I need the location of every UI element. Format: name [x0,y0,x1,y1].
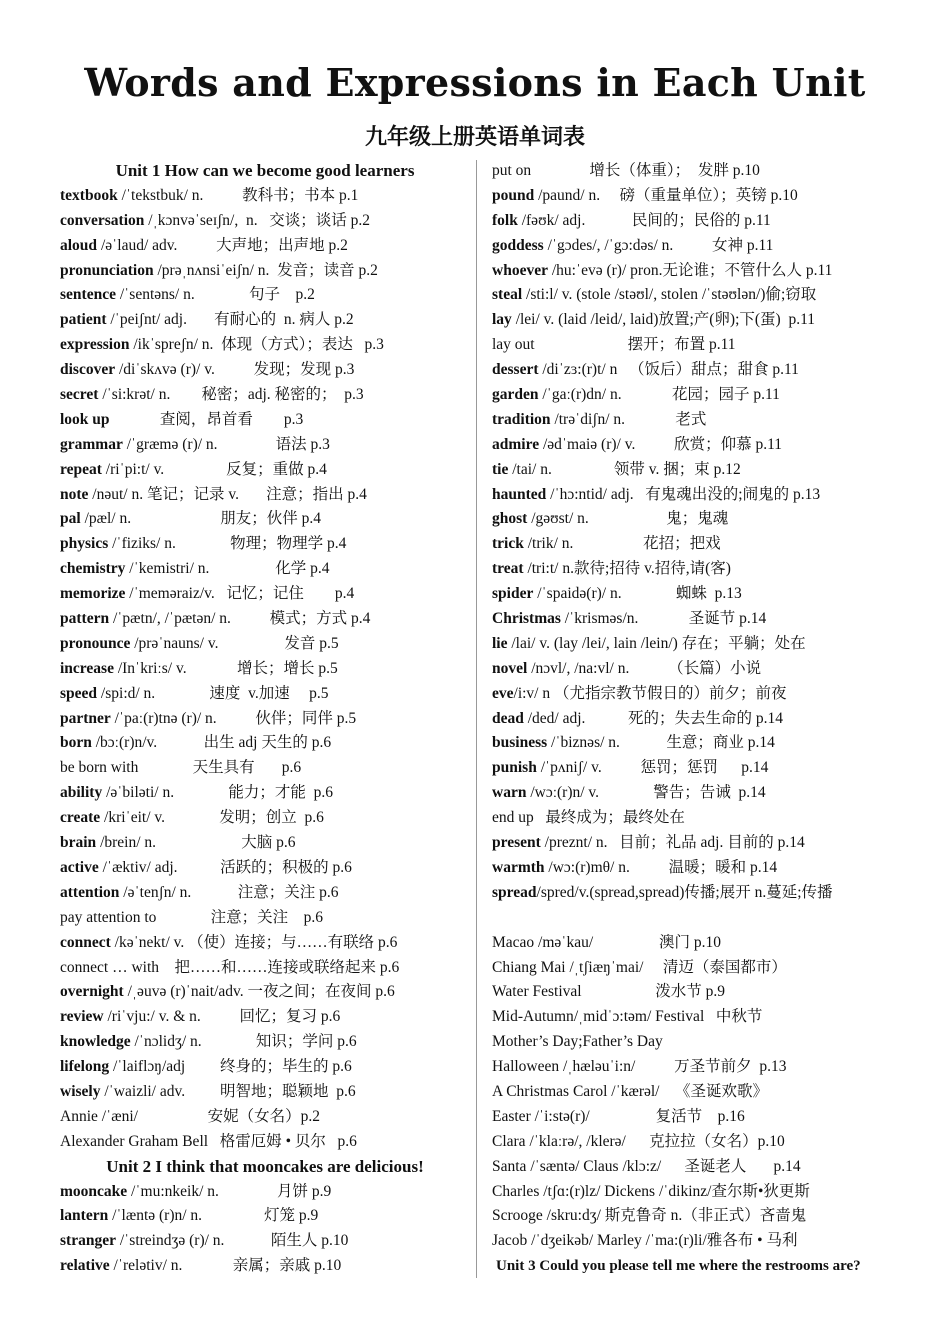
vocab-entry [60,483,470,508]
vocab-definition: /ˈsæntə/ Claus /klɔ:z/ 圣诞老人 p.14 [526,1157,801,1175]
vocab-word: active [60,858,99,876]
vocab-entry [492,707,922,732]
vocab-definition: /əˈtenʃn/ n. 注意；关注 p.6 [119,883,339,901]
vocab-definition: 天生具有 p.6 [138,759,302,777]
vocab-definition: /ˈtekstbuk/ n. 教科书；书本 p.1 [117,186,359,204]
vocab-definition: /preznt/ n. 目前；礼品 adj. 目前的 p.14 [540,834,805,852]
vocab-word: Scrooge [492,1207,543,1225]
vocab-word: Halloween [492,1058,560,1076]
vocab-definition: /ˈspaidə(r)/ n. 蜘蛛 p.13 [533,585,742,603]
vocab-word: note [60,485,89,503]
vocab-definition: /ˈklaːrə/, /klerə/ 克拉拉（女名）p.10 [525,1132,785,1150]
vocab-entry [60,956,470,981]
vocab-word: admire [492,435,540,453]
vocab-definition: /brein/ n. 大脑 p.6 [96,834,296,852]
vocab-definition: /bɔː(r)n/v. 出生 adj 天生的 p.6 [91,734,332,752]
vocab-entry [492,283,922,308]
vocab-entry [60,1204,470,1229]
vocab-word: Chiang Mai [492,958,566,976]
vocab-definition: /skru:dʒ/ 斯克鲁奇 n.（非正式）吝啬鬼 [542,1207,807,1225]
vocab-entry [492,159,922,184]
vocab-entry [492,408,922,433]
vocab-definition: 增长（体重）； 发胖 p.10 [531,162,760,179]
vocab-word: lantern [60,1207,109,1225]
vocab-entry [492,483,922,508]
vocab-entry [492,1055,922,1080]
unit-heading: Unit 2 I think that mooncakes are delicious! [106,1156,424,1176]
vocab-entry [60,856,470,881]
vocab-entry [492,184,922,209]
vocab-word: Annie [60,1107,98,1125]
vocab-entry [60,707,470,732]
vocab-word: partner [60,709,111,727]
vocab-entry [60,458,470,483]
vocab-entry [492,333,922,358]
vocab-word: chemistry [60,560,126,578]
vocab-word: warn [492,784,527,802]
vocab-definition: /wɔː(r)n/ v. 警告；告诫 p.14 [526,784,766,802]
vocab-word: ghost [492,510,528,528]
vocab-word: pound [492,186,535,204]
vocab-entry [492,632,922,657]
unit-heading: Unit 3 Could you please tell me where the restrooms are? [496,1258,861,1275]
left-column [60,159,470,1279]
vocab-word: Alexander Graham Bell [60,1132,209,1150]
vocab-word: wisely [60,1082,101,1100]
vocab-word: treat [492,560,524,578]
vocab-entry [60,806,470,831]
vocab-definition: /ˈsi:krət/ n. 秘密；adj. 秘密的； p.3 [98,386,364,404]
vocab-definition: /ˈkemistri/ n. 化学 p.4 [125,560,330,578]
vocab-entry [492,1130,922,1155]
vocab-definition: /ˈæktiv/ adj. 活跃的；积极的 p.6 [98,858,352,876]
vocab-definition: /lai/ v. (lay /lei/, lain /lein/) 存在；平躺；处在 [507,634,806,652]
vocab-entry [492,582,922,607]
vocab-entry [492,781,922,806]
vocab-definition: 摆开；布置 p.11 [534,336,736,354]
vocab-entry [60,1180,470,1205]
vocab-definition: /nəut/ n. 笔记；记录 v. 注意；指出 p.4 [88,485,367,503]
vocab-definition: /ˈlæntə (r)n/ n. 灯笼 p.9 [108,1207,319,1225]
vocab-word: present [492,834,541,852]
vocab-entry [60,358,470,383]
vocab-entry [60,308,470,333]
vocab-word: physics [60,535,109,553]
vocab-definition: /ˈpætn/, /ˈpætən/ n. 模式；方式 p.4 [109,610,371,628]
vocab-definition: 把……和……连接或联络起来 p.6 [159,958,400,976]
vocab-entry [492,856,922,881]
vocab-entry [60,1130,470,1155]
vocab-definition: /ˈstreindʒə (r)/ n. 陌生人 p.10 [115,1232,349,1250]
vocab-entry [60,234,470,259]
vocab-word: warmth [492,858,545,876]
vocab-entry [492,881,922,906]
vocab-word: novel [492,659,528,677]
vocab-word: relative [60,1257,110,1275]
vocab-definition: /tri:t/ n.款待;招待 v.招待,请(客) [523,560,731,578]
vocab-definition: /ˈæni/ 安妮（女名）p.2 [97,1107,321,1125]
vocab-definition: /riˈvju:/ v. & n. 回忆；复习 p.6 [103,1008,341,1026]
vocab-definition: /ˌhæləuˈi:n/ 万圣节前夕 p.13 [559,1058,787,1076]
vocab-definition: /əˈlaud/ adv. 大声地；出声地 p.2 [97,236,348,254]
vocab-definition: /kriˈeit/ v. 发明；创立 p.6 [100,809,324,827]
vocab-entry [492,831,922,856]
vocab-word: Charles [492,1182,540,1200]
vocab-entry [492,756,922,781]
vocab-definition: /nɔvl/, /na:vl/ n. （长篇）小说 [527,659,762,677]
vocab-word: discover [60,361,116,379]
vocab-definition: 泼水节 p.9 [581,983,725,1001]
vocab-word: create [60,809,101,827]
vocab-definition: 最终成为；最终处在 [533,809,685,827]
vocab-word: pronounce [60,634,131,652]
vocab-word: Water Festival [492,983,582,1001]
vocab-word: Macao [492,933,535,951]
vocab-definition: /ˈi:stə(r)/ 复活节 p.16 [530,1107,745,1125]
vocab-word: born [60,734,92,752]
vocab-word: tradition [492,410,551,428]
vocab-word: textbook [60,186,118,204]
vocab-word: conversation [60,211,145,229]
vocab-definition: /trik/ n. 花招；把戏 [523,535,721,553]
vocab-entry [492,731,922,756]
vocab-entry [60,831,470,856]
vocab-entry [492,458,922,483]
vocab-word: pal [60,510,81,528]
vocab-definition: /ˈfiziks/ n. 物理；物理学 p.4 [108,535,347,553]
vocab-definition: /tai/ n. 领带 v. 捆；束 p.12 [508,460,741,478]
vocab-definition: /ˈkrisməs/n. 圣诞节 p.14 [560,610,767,628]
vocab-entry [60,383,470,408]
vocab-entry [492,931,922,956]
vocab-word: overnight [60,983,124,1001]
vocab-entry [492,358,922,383]
vocab-definition: /fəʊk/ adj. 民间的；民俗的 p.11 [517,211,771,229]
vocab-entry [492,956,922,981]
vocab-entry [492,1155,922,1180]
vocab-entry [60,433,470,458]
vocab-definition: /riˈpi:t/ v. 反复；重做 p.4 [101,460,327,478]
vocab-entry [60,532,470,557]
vocab-word: Christmas [492,610,561,628]
vocab-word: trick [492,535,524,553]
vocab-word: stranger [60,1232,116,1250]
vocab-definition: /tʃɑ:(r)lz/ Dickens /ˈdikinz/查尔斯•狄更斯 [539,1182,810,1200]
vocab-definition: /ˈpeiʃnt/ adj. 有耐心的 n. 病人 p.2 [106,311,354,329]
vocab-word: Jacob [492,1232,528,1250]
vocab-entry [60,1105,470,1130]
vocab-definition: /ˌmidˈɔ:təm/ Festival 中秋节 [573,1008,763,1026]
unit-heading: Unit 1 How can we become good learners [115,161,415,180]
vocab-definition: /ˈlaiflɔŋ/adj 终身的；毕生的 p.6 [109,1058,352,1076]
vocab-word: memorize [60,585,126,603]
vocab-entry [492,308,922,333]
vocab-word: connect [60,933,111,951]
vocab-definition: /ˈmu:nkeik/ n. 月饼 p.9 [127,1182,332,1200]
vocab-entry [492,383,922,408]
vocab-word: goddess [492,236,544,254]
vocab-definition: /prəˈnauns/ v. 发音 p.5 [130,634,339,652]
vocab-definition: /pæl/ n. 朋友；伙伴 p.4 [80,510,321,528]
vocab-word: look up [60,410,110,428]
vocab-entry [60,731,470,756]
vocab-entry [60,408,470,433]
vocab-entry [60,1055,470,1080]
vocab-word: Easter [492,1107,531,1125]
vocab-definition: /ˈkærəl/ 《圣诞欢歌》 [607,1082,768,1100]
vocab-word: ability [60,784,103,802]
vocab-definition: 注意；关注 p.6 [156,908,324,926]
vocab-entry [492,532,922,557]
vocab-word: end up [492,809,534,827]
vocab-definition: /ˌəuvə (r)ˈnait/adv. 一夜之间；在夜间 p.6 [123,983,395,1001]
vocab-word: mooncake [60,1182,128,1200]
vocab-word: increase [60,659,114,677]
page-subtitle: 九年级上册英语单词表 [364,124,585,149]
vocab-entry [60,980,470,1005]
vocab-word: A Christmas Carol [492,1082,608,1100]
vocab-word: eve [492,684,514,702]
vocab-word: review [60,1008,104,1026]
vocab-word: pattern [60,610,110,628]
vocab-definition: /ded/ adj. 死的；失去生命的 p.14 [523,709,784,727]
vocab-word: steal [492,286,523,304]
vocab-definition: /ˈnɔlidʒ/ n. 知识；学问 p.6 [130,1033,357,1051]
vocab-entry [60,259,470,284]
vocab-entry [492,433,922,458]
vocab-word: brain [60,834,97,852]
vocab-word: whoever [492,261,548,279]
blank-line [492,906,922,931]
vocab-definition: /ˈpʌniʃ/ v. 惩罚；惩罚 p.14 [536,759,769,777]
vocab-entry [492,980,922,1005]
vocab-word: put on [492,162,532,179]
vocab-entry [492,259,922,284]
right-column [492,159,922,1279]
vocab-word: dead [492,709,524,727]
vocab-entry [60,1254,470,1279]
vocab-entry [60,756,470,781]
vocab-entry [60,1030,470,1055]
vocab-word: lie [492,634,508,652]
vocab-entry [60,507,470,532]
vocab-word: punish [492,759,537,777]
vocab-word: sentence [60,286,116,304]
vocab-word: expression [60,336,130,354]
vocab-entry [60,184,470,209]
vocab-word: Mid-Autumn [492,1008,574,1026]
vocab-word: tie [492,460,509,478]
vocab-word: secret [60,386,99,404]
vocab-entry [60,781,470,806]
vocab-word: garden [492,386,539,404]
vocab-word: be born with [60,759,139,777]
vocab-definition: 查阅，昂首看 p.3 [109,410,304,428]
vocab-word: pay attention to [60,908,157,926]
vocab-entry [492,1030,922,1055]
vocab-word: spider [492,585,534,603]
vocab-definition: /paund/ n. 磅（重量单位）；英镑 p.10 [534,186,798,204]
vocab-definition: /diˈzɜ:(r)t/ n （饭后）甜点；甜食 p.11 [538,361,799,379]
vocab-entry [60,607,470,632]
vocab-word: Mother’s Day;Father’s Day [492,1033,663,1051]
vocab-definition: /ˈpaː(r)tnə (r)/ n. 伙伴；同伴 p.5 [110,709,357,727]
vocab-entry [492,234,922,259]
vocab-word: repeat [60,460,102,478]
vocab-entry [60,906,470,931]
vocab-entry [492,1105,922,1130]
vocab-entry [60,657,470,682]
vocab-entry [60,682,470,707]
vocab-definition: /spi:d/ n. 速度 v.加速 p.5 [97,684,329,702]
vocab-entry [492,1229,922,1254]
vocab-entry [60,632,470,657]
vocab-word: connect … with [60,958,160,976]
vocab-definition: /Inˈkriːs/ v. 增长；增长 p.5 [113,659,338,677]
vocab-entry [492,507,922,532]
vocab-entry [60,283,470,308]
vocab-definition: /lei/ v. (laid /leid/, laid)放置;产(卵);下(蛋) p.11 [511,311,816,329]
vocab-entry [60,1229,470,1254]
vocab-entry [492,1180,922,1205]
vocab-entry [492,657,922,682]
vocab-word: speed [60,684,98,702]
vocab-word: lifelong [60,1058,110,1076]
vocab-definition: /hu:ˈevə (r)/ pron.无论谁；不管什么人 p.11 [547,261,833,279]
vocab-word: Santa [492,1157,527,1175]
vocab-entry [492,557,922,582]
vocab-word: lay [492,311,512,329]
vocab-definition: /diˈskʌvə (r)/ v. 发现；发现 p.3 [115,361,355,379]
vocab-definition: /prəˌnʌnsiˈeiʃn/ n. 发音；读音 p.2 [153,261,378,279]
vocab-entry [492,607,922,632]
vocab-definition: /trəˈdiʃn/ n. 老式 [550,410,707,428]
vocab-entry [60,209,470,234]
vocab-entry [60,1005,470,1030]
vocab-word: patient [60,311,107,329]
vocab-definition: /spred/v.(spread,spread)传播;展开 n.蔓延;传播 [536,883,833,901]
vocab-entry [492,806,922,831]
vocab-definition: /ədˈmaiə (r)/ v. 欣赏；仰慕 p.11 [539,435,783,453]
vocab-word: dessert [492,361,539,379]
page-title: Words and Expressions in Each Unit [84,60,866,105]
vocab-word: aloud [60,236,98,254]
vocab-definition: /ˌkɔnvəˈseɪʃn/, n. 交谈；谈话 p.2 [144,211,370,229]
vocab-definition: /ˈgɔdes/, /ˈgɔ:dəs/ n. 女神 p.11 [543,236,774,254]
vocab-word: knowledge [60,1033,131,1051]
vocab-word: lay out [492,336,535,354]
vocab-entry [60,557,470,582]
vocab-entry [60,931,470,956]
vocab-definition: /ˈbiznəs/ n. 生意；商业 p.14 [547,734,775,752]
vocab-word: Clara [492,1132,526,1150]
vocab-definition: 格雷厄姆 • 贝尔 p.6 [208,1132,357,1150]
vocab-entry [60,582,470,607]
vocab-definition: /ˈdʒeikəb/ Marley /ˈma:(r)li/雅各布 • 马利 [527,1232,798,1250]
vocab-definition: /məˈkau/ 澳门 p.10 [534,933,722,951]
vocab-word: haunted [492,485,547,503]
vocab-definition: /ˈgræmə (r)/ n. 语法 p.3 [122,435,330,453]
vocab-definition: /ˈrelətiv/ n. 亲属；亲戚 p.10 [109,1257,342,1275]
vocab-entry [60,333,470,358]
vocab-definition: /kəˈnekt/ v. （使）连接；与……有联络 p.6 [110,933,398,951]
vocab-definition: /ikˈspreʃn/ n. 体现（方式）；表达 p.3 [129,336,384,354]
vocab-definition: /ˈwaizli/ adv. 明智地；聪颖地 p.6 [100,1082,356,1100]
vocab-entry [492,1204,922,1229]
vocab-word: attention [60,883,120,901]
vocab-entry [492,1080,922,1105]
vocab-word: grammar [60,435,123,453]
vocab-definition: /gəʊst/ n. 鬼；鬼魂 [527,510,729,528]
vocab-definition: /ˈhɔ:ntid/ adj. 有鬼魂出没的;闹鬼的 p.13 [546,485,821,503]
vocab-entry [492,1005,922,1030]
column-divider [476,160,477,1278]
vocab-word: folk [492,211,518,229]
vocab-definition: /ˈgaː(r)dn/ n. 花园；园子 p.11 [538,386,780,404]
vocab-definition: /ˈsentəns/ n. 句子 p.2 [115,286,315,304]
vocab-definition: /ˌtʃiæŋˈmai/ 清迈（泰国都市） [565,958,787,976]
vocab-word: business [492,734,548,752]
vocab-definition: /ˈmeməraiz/v. 记忆；记住 p.4 [125,585,355,603]
vocab-entry [492,682,922,707]
vocab-word: pronunciation [60,261,154,279]
vocab-entry [60,881,470,906]
vocab-entry [60,1080,470,1105]
vocab-word: spread [492,883,537,901]
vocab-definition: /wɔ:(r)mθ/ n. 温暖；暖和 p.14 [544,858,778,876]
vocab-definition: /əˈbiləti/ n. 能力；才能 p.6 [102,784,333,802]
vocab-definition: /i:v/ n （尤指宗教节假日的）前夕；前夜 [513,684,787,702]
vocab-definition: /sti:l/ v. (stole /stəʊl/, stolen /ˈstəʊlən/)偷;窃取 [522,286,817,304]
vocab-entry [492,209,922,234]
